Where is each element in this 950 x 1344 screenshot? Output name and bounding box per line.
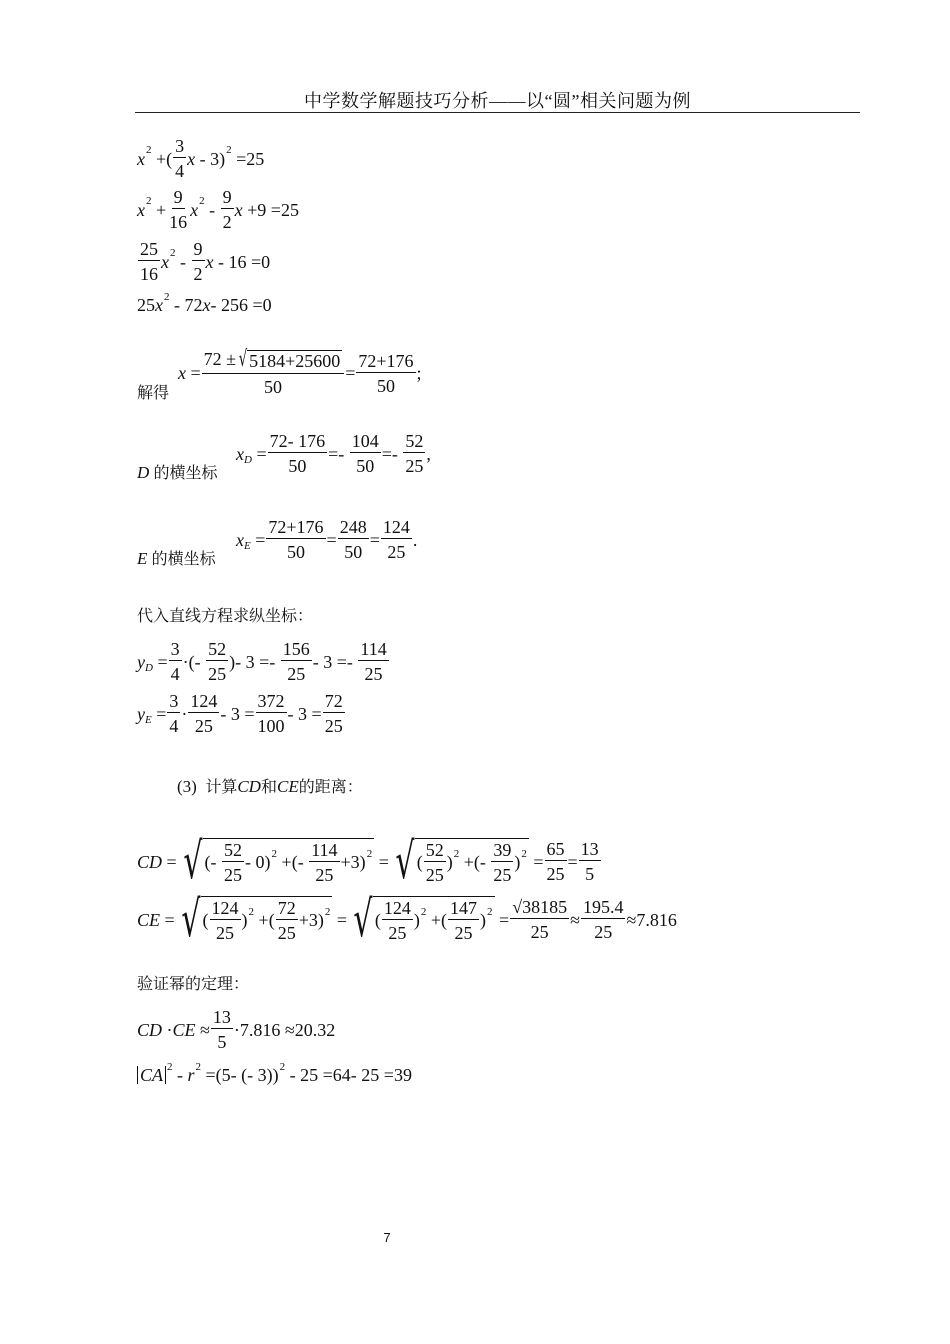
part3-text-c: 的距离：: [298, 777, 363, 796]
page-number: 7: [383, 1230, 391, 1245]
label-d-x-text: 的横坐标: [153, 463, 218, 482]
equation-1: x 2 +( 3 4 x - 3) 2 =25: [137, 136, 265, 181]
equation-4: 25 x 2 - 72 x - 256 =0: [137, 290, 272, 315]
equation-cd: CD = √ (- 52 25 - 0) 2 +(- 114 25 +3) 2 = √ ( 52 25 ) 2 +(- 39 25 ) 2 = 65 25 = 13 5: [137, 832, 599, 890]
page-header: 中学数学解题技巧分析——以“圆”相关问题为例: [135, 90, 860, 113]
equation-ce: CE = √ ( 124 25 ) 2 +( 72 25 +3) 2 = √ ( 124 25 ) 2 +( 147 25 ) 2 = √38185 25 ≈ 195.4 25 ≈7.816: [137, 890, 677, 948]
part3-text-b: 和: [260, 777, 277, 796]
equation-xe: x E = 72+176 50 = 248 50 = 124 25 .: [236, 517, 418, 562]
label-e-x: E 的横坐标: [137, 549, 216, 568]
equation-3: 25 16 x 2 - 9 2 x - 16 =0: [140, 239, 271, 284]
label-d-x: D 的横坐标: [137, 463, 218, 482]
label-e-x-text: 的横坐标: [151, 549, 216, 568]
equation-power-of-point: CA 2 - r 2 =(5- (- 3)) 2 - 25 =64- 25 =39: [137, 1066, 412, 1084]
label-solve: 解得: [137, 383, 170, 402]
equation-quadratic-formula: x = 72 ± √ 5184+25600 50 = 72+176 50 ;: [178, 347, 422, 398]
equation-xd: x D = 72- 176 50 =- 104 50 =- 52 25 ,: [236, 431, 431, 476]
label-substitute: 代入直线方程求纵坐标：: [137, 606, 314, 625]
part3-text-a: 计算: [205, 777, 238, 796]
equation-2: x 2 + 9 16 x 2 - 9 2 x +9 =25: [137, 187, 299, 232]
part3-number: (3): [177, 777, 197, 796]
equation-yd: y D = 3 4 ·(- 52 25 )- 3 =- 156 25 - 3 =- 114 25: [137, 639, 387, 684]
label-verify: 验证幂的定理：: [137, 974, 250, 993]
equation-ye: y E = 3 4 · 124 25 - 3 = 372 100 - 3 = 72 25: [137, 691, 343, 736]
equation-cd-ce-product: CD · CE ≈ 13 5 ·7.816 ≈20.32: [137, 1007, 336, 1052]
part3-heading: (3) 计算CD和CE的距离：: [177, 777, 363, 796]
